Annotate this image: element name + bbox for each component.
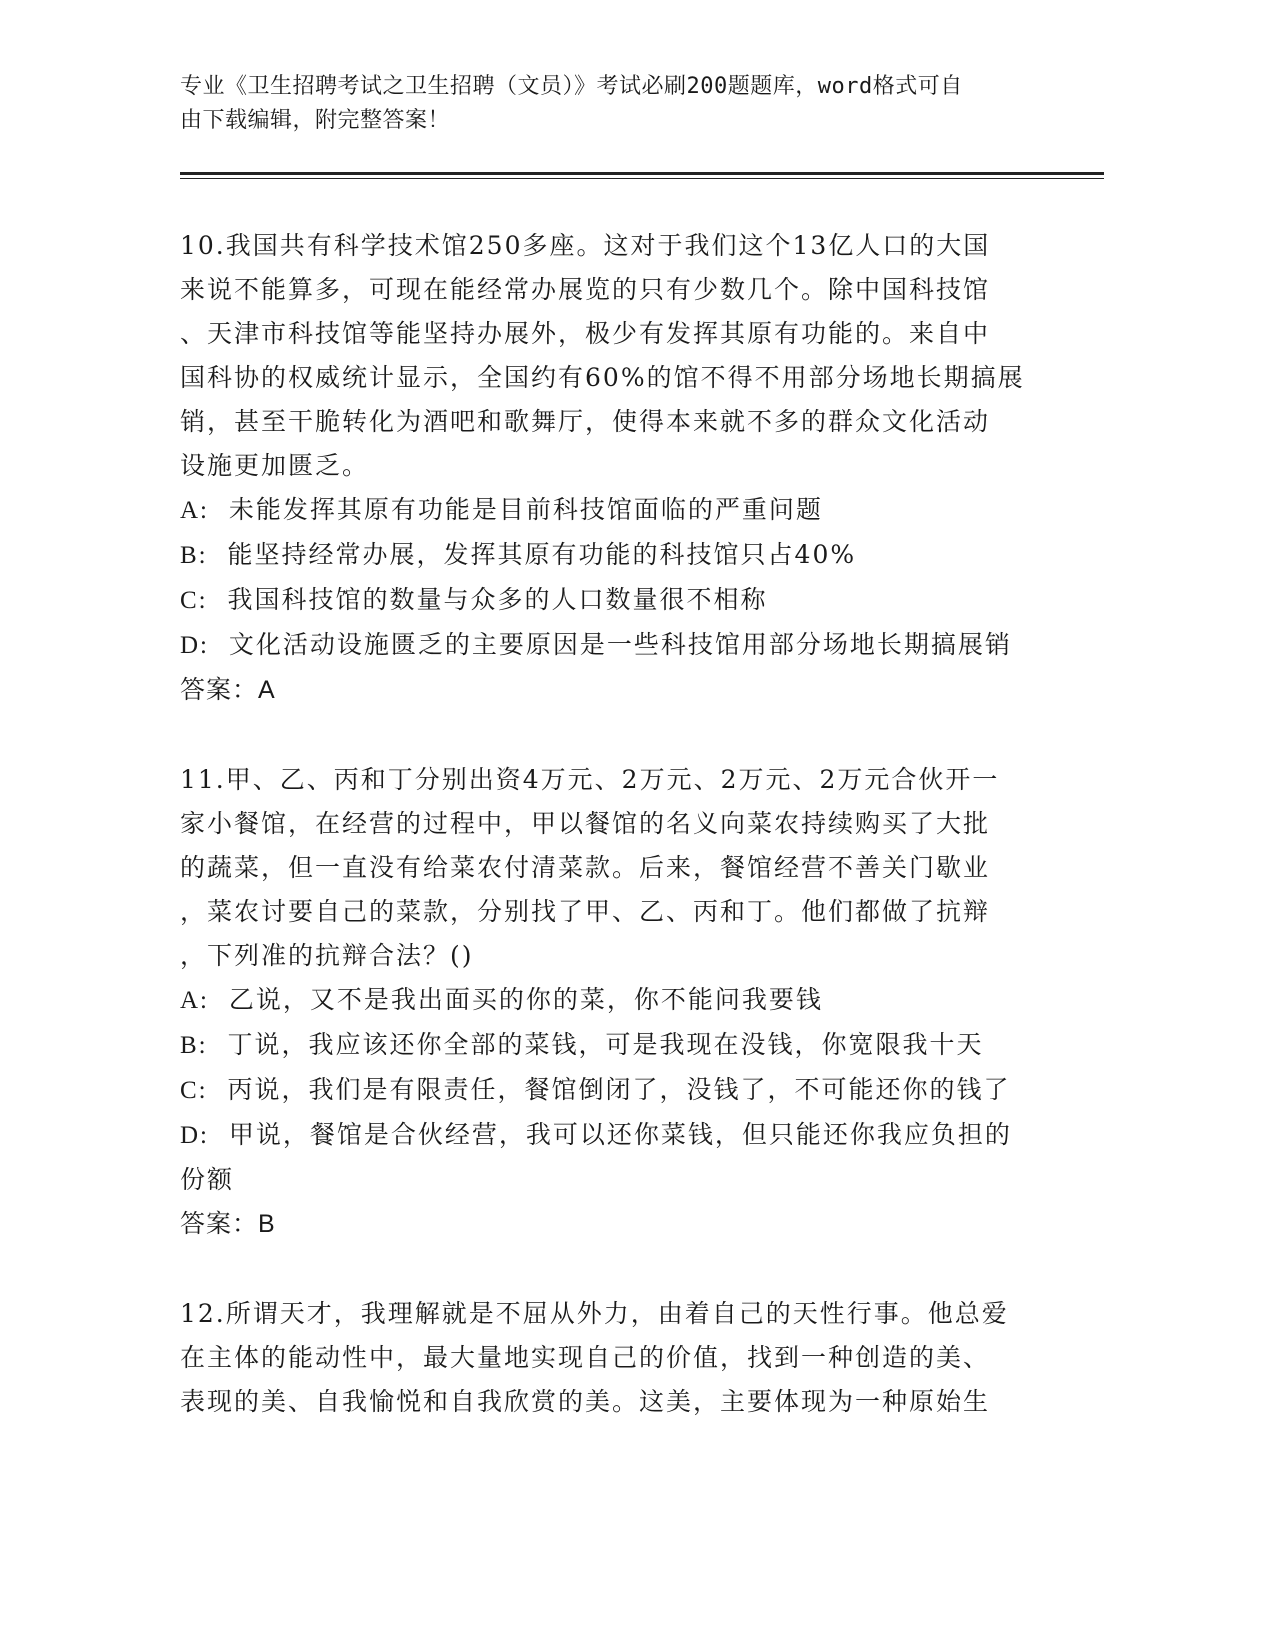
option-text: 乙说，又不是我出面买的你的菜，你不能问我要钱: [228, 985, 823, 1014]
question-block: [180, 758, 1050, 1246]
question-stem-line: 12.所谓天才，我理解就是不屈从外力，由着自己的天性行事。他总爱: [180, 1299, 1009, 1328]
answer-key: 答案：A: [180, 676, 276, 704]
answer-option: [180, 488, 1050, 533]
option-key: C:: [180, 1077, 208, 1104]
option-text: 能坚持经常办展，发挥其原有功能的科技馆只占40%: [227, 540, 857, 569]
option-text: 文化活动设施匮乏的主要原因是一些科技馆用部分场地长期搞展销: [228, 630, 1012, 659]
option-text: 丙说，我们是有限责任，餐馆倒闭了，没钱了，不可能还你的钱了: [227, 1075, 1011, 1104]
question-list: [180, 224, 1050, 1470]
header-line-2: 由下载编辑，附完整答案！: [180, 108, 451, 133]
header-divider-thick: [180, 172, 1104, 175]
question-stem-line: 10.我国共有科学技术馆250多座。这对于我们这个13亿人口的大国: [180, 231, 991, 260]
option-key: C:: [180, 587, 208, 614]
option-key: B:: [180, 1032, 208, 1059]
header-line-1: 专业《卫生招聘考试之卫生招聘（文员）》考试必刷200题题库，word格式可自: [180, 74, 963, 99]
question-stem-line: 设施更加匮乏。: [180, 451, 370, 480]
question-stem-line: 来说不能算多，可现在能经常办展览的只有少数几个。除中国科技馆: [180, 275, 991, 304]
option-text: 丁说，我应该还你全部的菜钱，可是我现在没钱，你宽限我十天: [227, 1030, 984, 1059]
option-text: 未能发挥其原有功能是目前科技馆面临的严重问题: [228, 495, 823, 524]
question-stem-line: 的蔬菜，但一直没有给菜农付清菜款。后来，餐馆经营不善关门歇业: [180, 853, 991, 882]
option-key: A:: [180, 497, 209, 524]
question-stem-line: 、天津市科技馆等能坚持办展外，极少有发挥其原有功能的。来自中: [180, 319, 991, 348]
question-block: [180, 224, 1050, 712]
option-key: A:: [180, 987, 209, 1014]
option-text: 甲说，餐馆是合伙经营，我可以还你菜钱，但只能还你我应负担的: [228, 1120, 1012, 1149]
header-divider-thin: [180, 178, 1104, 179]
answer-option: [180, 578, 1050, 623]
answer-option: [180, 1113, 1050, 1158]
option-text: 我国科技馆的数量与众多的人口数量很不相称: [227, 585, 768, 614]
option-key: B:: [180, 542, 208, 569]
option-key: D:: [180, 632, 209, 659]
question-stem-line: 国科协的权威统计显示，全国约有60%的馆不得不用部分场地长期搞展: [180, 363, 1025, 392]
answer-option: [180, 1023, 1050, 1068]
question-stem-line: ，菜农讨要自己的菜款，分别找了甲、乙、丙和丁。他们都做了抗辩: [180, 897, 991, 926]
document-header: [180, 70, 1040, 138]
question-block: [180, 1292, 1050, 1424]
answer-option: [180, 1068, 1050, 1113]
answer-option: [180, 1158, 1050, 1202]
question-stem-line: 在主体的能动性中，最大量地实现自己的价值，找到一种创造的美、: [180, 1343, 991, 1372]
answer-key: 答案：B: [180, 1210, 276, 1238]
question-stem-line: ，下列准的抗辩合法？(): [180, 941, 474, 970]
question-stem-line: 家小餐馆，在经营的过程中，甲以餐馆的名义向菜农持续购买了大批: [180, 809, 991, 838]
question-stem-line: 销，甚至干脆转化为酒吧和歌舞厅，使得本来就不多的群众文化活动: [180, 407, 991, 436]
question-stem-line: 11.甲、乙、丙和丁分别出资4万元、2万元、2万元、2万元合伙开一: [180, 765, 1000, 794]
answer-option: [180, 978, 1050, 1023]
option-key: D:: [180, 1122, 209, 1149]
question-stem-line: 表现的美、自我愉悦和自我欣赏的美。这美，主要体现为一种原始生: [180, 1387, 991, 1416]
option-text: 份额: [180, 1165, 235, 1194]
answer-option: [180, 533, 1050, 578]
answer-option: [180, 623, 1050, 668]
